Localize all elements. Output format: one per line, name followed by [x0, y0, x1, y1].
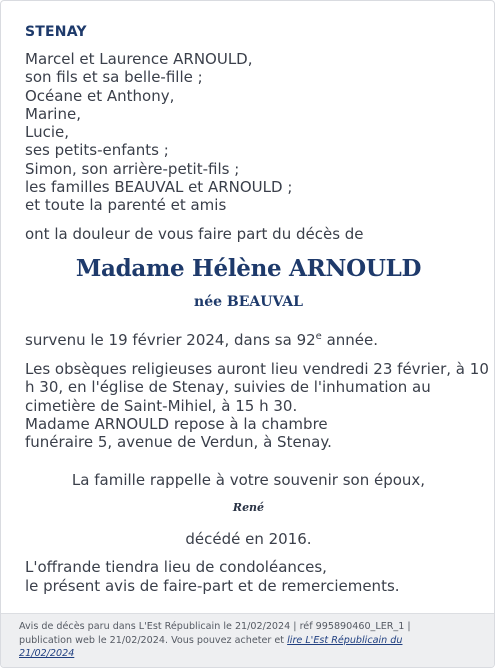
maiden-name: née BEAUVAL: [194, 294, 303, 310]
funeral-line: Les obsèques religieuses auront lieu vendredi 23 février, à 10: [25, 360, 489, 378]
closing-line: L'offrande tiendra lieu de condoléances,: [25, 558, 327, 576]
closing-text: [25, 558, 477, 596]
publication-footer: [1, 613, 495, 668]
family-line: Simon, son arrière-petit-fils ;: [25, 159, 240, 178]
footer-web-text: publication web le 21/02/2024. Vous pouvez acheter et: [19, 634, 288, 646]
remembrance-text: La famille rappelle à votre souvenir son époux,: [71, 471, 426, 489]
footer-web-info: [19, 634, 478, 648]
death-date-line: [25, 331, 378, 349]
town-heading: STENAY: [25, 24, 87, 40]
family-line: et toute la parenté et amis: [25, 196, 227, 215]
spouse-name: René: [232, 501, 265, 514]
closing-line: le présent avis de faire-part et de remerciements.: [25, 577, 400, 595]
family-line: Océane et Anthony,: [25, 86, 175, 105]
family-line: les familles BEAUVAL et ARNOULD ;: [25, 178, 293, 197]
family-line: son fils et sa belle-fille ;: [25, 68, 203, 87]
announcement-intro: ont la douleur de vous faire part du décès de: [25, 225, 364, 243]
footer-publication-info: Avis de décès paru dans L'Est Républicain le 21/02/2024 | réf 995890460_LER_1 |: [19, 621, 411, 632]
family-line: Marcel et Laurence ARNOULD,: [25, 50, 253, 68]
funeral-details: [25, 360, 489, 452]
family-line: ses petits-enfants ;: [25, 141, 169, 160]
newspaper-link[interactable]: lire L'Est Républicain du: [287, 634, 403, 646]
funeral-line: Madame ARNOULD repose à la chambre: [25, 414, 328, 433]
family-line: Marine,: [25, 104, 81, 123]
family-line: Lucie,: [25, 123, 70, 142]
footer-link-continuation: [19, 647, 478, 661]
funeral-line: h 30, en l'église de Stenay, suivies de l'inhumation au: [25, 378, 431, 397]
newspaper-link-date[interactable]: 21/02/2024: [19, 648, 75, 659]
deceased-name: Madame Hélène ARNOULD: [75, 255, 422, 282]
funeral-line: cimetière de Saint-Mihiel, à 15 h 30.: [25, 396, 298, 415]
funeral-line: funéraire 5, avenue de Verdun, à Stenay.: [25, 433, 332, 452]
death-date-suffix: année.: [321, 331, 379, 349]
death-date-prefix: survenu le 19 février 2024, dans sa 92: [25, 331, 316, 349]
death-age-ordinal: e: [315, 331, 322, 342]
spouse-death-year: décédé en 2016.: [185, 530, 312, 548]
family-list: [25, 50, 475, 215]
